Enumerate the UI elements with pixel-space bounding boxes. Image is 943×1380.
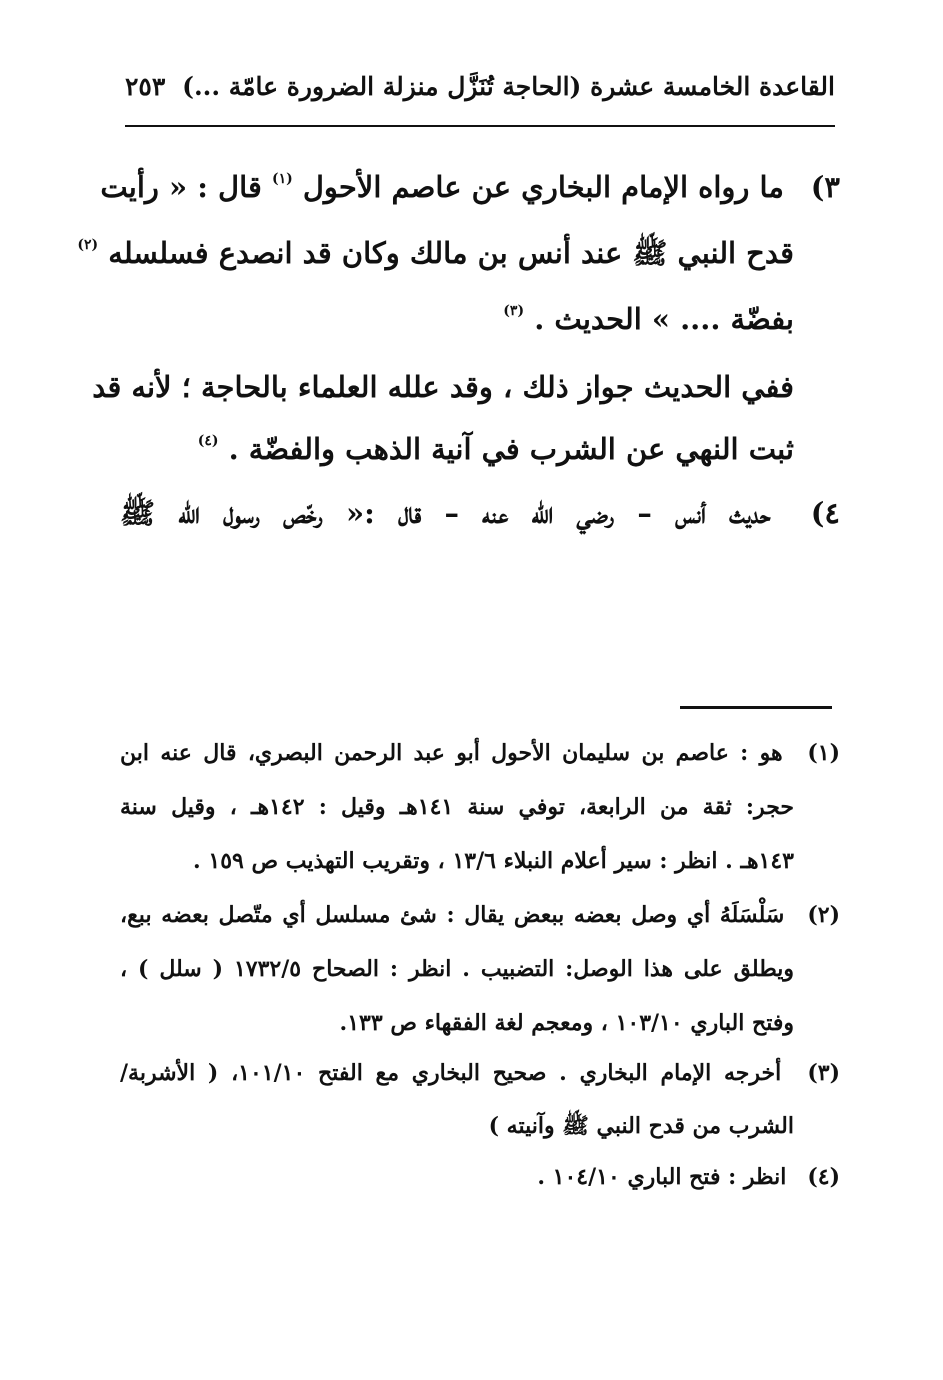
- item-3-number: ٣): [810, 170, 840, 204]
- header-divider: [125, 125, 835, 127]
- footnote-2-text-1: سَلْسَلَهُ أي وصل بعضه ببعض يقال : شئ مسلسل أي متّصل بعضه ببع،: [120, 902, 785, 928]
- footnote-ref-3: (٣): [503, 303, 525, 319]
- paragraph-text-1: ففي الحديث جواز ذلك ، وقد علله العلماء بالحاجة ؛ لأنه قد: [92, 370, 794, 404]
- footnote-2-line-1: [120, 902, 840, 928]
- footnote-1-line-3: [193, 848, 840, 874]
- item-4-text-1: حديث أنس – رضي الله عنه – قال :« رخّص رسول الله ﷺ: [120, 496, 771, 530]
- footnote-3-text-2: الشرب من قدح النبي ﷺ وآنيته ): [488, 1113, 794, 1139]
- footnote-1-text-3: ١٤٣هـ . انظر : سير أعلام النبلاء ١٣/٦ ، وتقريب التهذيب ص ١٥٩ .: [193, 848, 794, 874]
- item-3-text-1: ما رواه الإمام البخاري عن عاصم الأحول: [302, 170, 784, 204]
- item-3-line-3: [503, 302, 840, 336]
- footnote-1-text-1: هو : عاصم بن سليمان الأحول أبو عبد الرحمن البصري، قال عنه ابن: [120, 740, 783, 766]
- paragraph-line-1: [92, 370, 840, 404]
- paragraph-line-2: [198, 432, 840, 466]
- item-3-text-3: بفضّة .... » الحديث .: [534, 302, 794, 336]
- footnote-2-text-3: وفتح الباري ١٠٣/١٠ ، ومعجم لغة الفقهاء ص ١٣٣.: [339, 1010, 794, 1036]
- footnote-3-line-2: [489, 1112, 840, 1144]
- item-4-number: ٤): [810, 496, 840, 530]
- footnote-ref-2: (٢): [77, 237, 99, 253]
- footnote-divider: [680, 706, 832, 709]
- footnote-4-line-1: [537, 1164, 840, 1190]
- item-4-line-1: [120, 496, 840, 538]
- footnote-ref-4: (٤): [197, 433, 219, 449]
- footnote-2-line-3: [340, 1010, 840, 1036]
- footnote-3-line-1: [120, 1060, 840, 1086]
- running-header-title: القاعدة الخامسة عشرة (الحاجة تُنَزَّل منزلة الضرورة عامّة ...): [182, 72, 835, 101]
- footnote-4-text-1: انظر : فتح الباري ١٠٤/١٠ .: [537, 1164, 787, 1190]
- footnote-4-number: (٤): [807, 1164, 840, 1190]
- footnote-1-text-2: حجر: ثقة من الرابعة، توفي سنة ١٤١هـ وقيل : ١٤٢هـ ، وقيل سنة: [120, 794, 794, 820]
- footnote-1-number: (١): [807, 740, 840, 766]
- footnote-1-line-2: [120, 794, 840, 820]
- footnote-3-number: (٣): [807, 1060, 840, 1086]
- footnote-3-text-1: أخرجه الإمام البخاري . صحيح البخاري مع الفتح ١٠١/١٠، ( الأشربة/: [120, 1060, 782, 1086]
- footnote-2-line-2: [120, 956, 840, 982]
- paragraph-text-2: ثبت النهي عن الشرب في آنية الذهب والفضّة .: [228, 432, 794, 466]
- footnote-2-number: (٢): [807, 902, 840, 928]
- footnote-2-text-2: ويطلق على هذا الوصل: التضبيب . انظر : الصحاح ١٧٣٢/٥ ( سلل ) ،: [120, 956, 794, 982]
- item-3-line-2: [77, 236, 840, 278]
- item-3-text-2: قدح النبي ﷺ عند أنس بن مالك وكان قد انصدع فسلسله: [108, 236, 794, 270]
- footnote-1-line-1: [120, 740, 840, 766]
- running-header: [125, 72, 835, 122]
- item-3-text-1-end: قال : « رأيت: [100, 170, 262, 204]
- page-number: ٢٥٣: [125, 72, 166, 101]
- item-3-line-1: [100, 170, 840, 204]
- footnote-ref-1: (١): [271, 171, 293, 187]
